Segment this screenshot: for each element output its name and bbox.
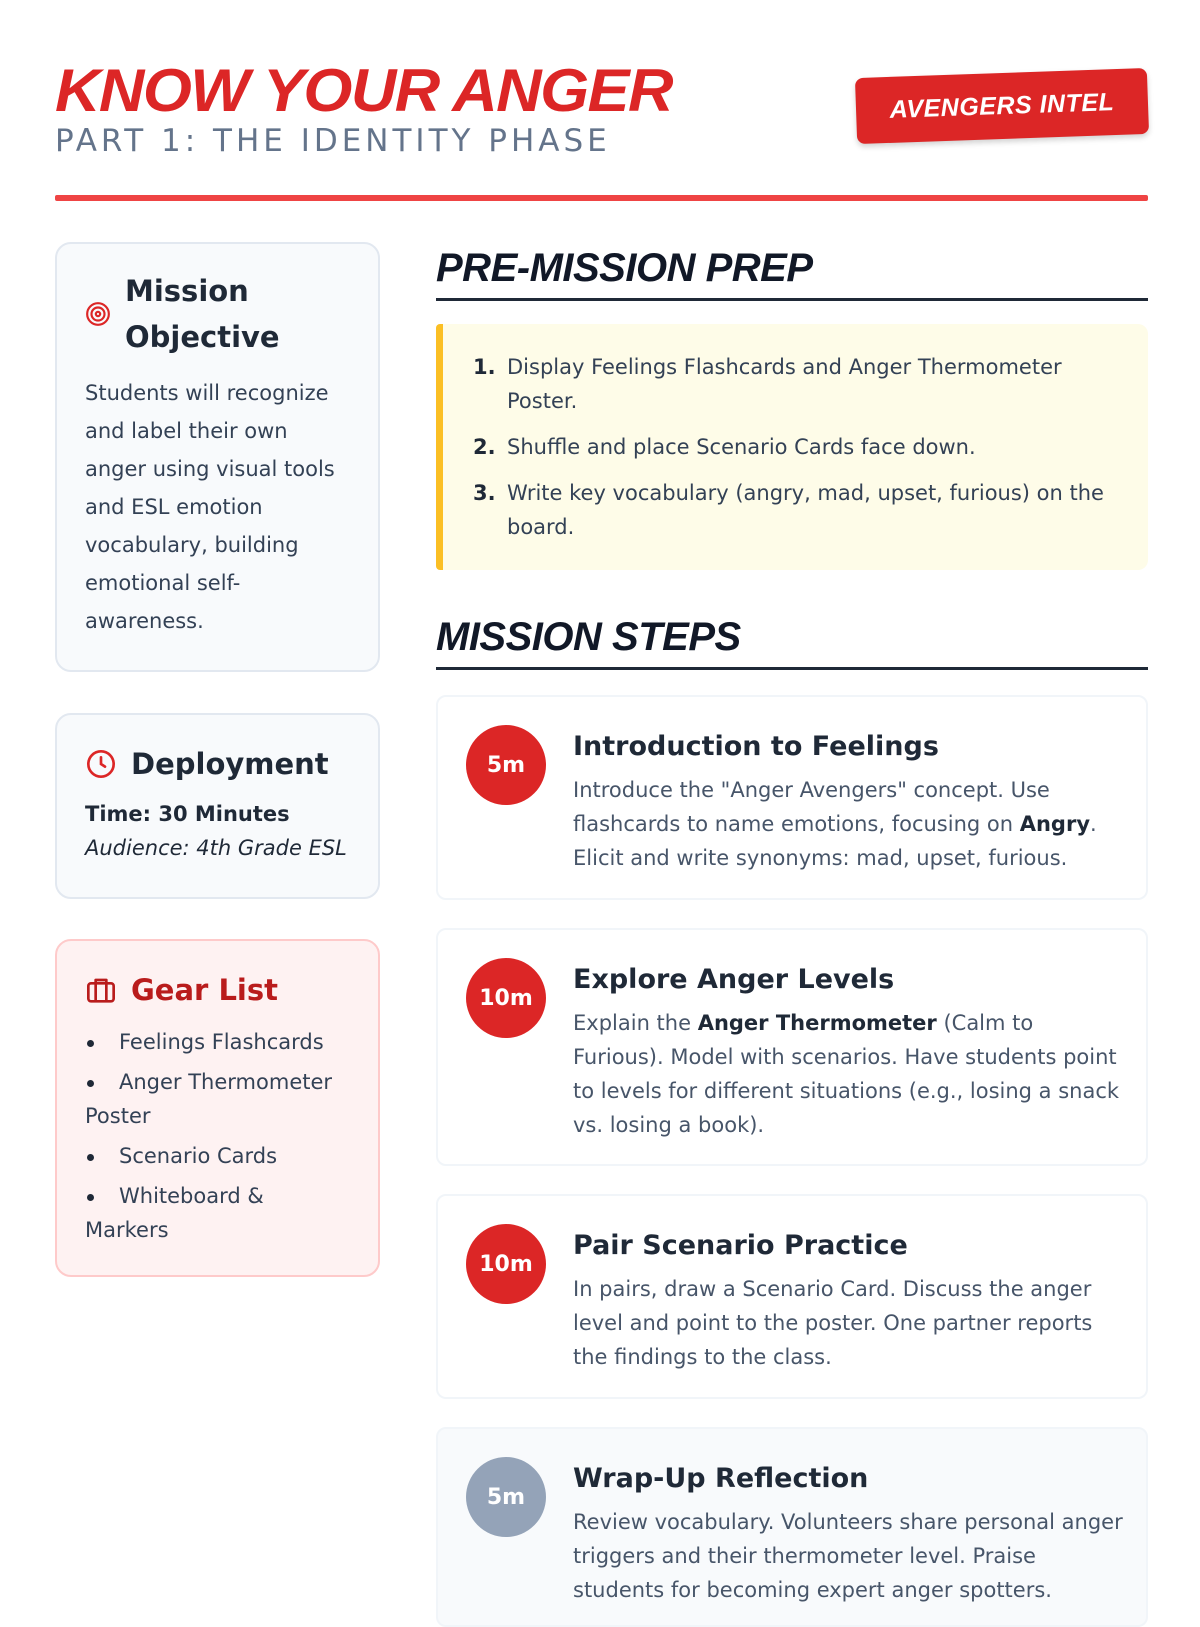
step-card [436, 695, 1148, 900]
step-description: Introduce the "Anger Avengers" concept. Use flashcards to name emotions, focusing on Angry. Elicit and write synonyms: mad, upset, furious. [573, 778, 1097, 870]
prep-list [473, 350, 1108, 544]
step-description: Explain the Anger Thermometer (Calm to Furious). Model with scenarios. Have students point to levels for different situations (e.g., losing a snack vs. losing a book). [573, 1011, 1120, 1137]
objective-title: Mission Objective [125, 274, 280, 354]
step-description: In pairs, draw a Scenario Card. Discuss the anger level and point to the poster. One partner reports the findings to the class. [573, 1277, 1093, 1369]
clock-icon [85, 748, 117, 780]
gear-item: Anger Thermometer Poster [85, 1065, 352, 1133]
step-description: Review vocabulary. Volunteers share personal anger triggers and their thermometer level. Praise students for becoming expert anger spotters. [573, 1510, 1123, 1602]
step-title: Wrap-Up Reflection [573, 1463, 869, 1494]
page-header [55, 55, 1148, 201]
step-duration-badge: 10m [466, 1224, 546, 1304]
step-duration-badge: 10m [466, 958, 546, 1038]
gear-item: Scenario Cards [85, 1139, 352, 1173]
prep-item-text: Write key vocabulary (angry, mad, upset, furious) on the board. [507, 481, 1104, 539]
objective-card [55, 242, 380, 672]
objective-text: Students will recognize and label their own anger using visual tools and ESL emotion vocabulary, building emotional self-awareness. [85, 381, 335, 633]
prep-box [436, 324, 1148, 570]
step-title: Introduction to Feelings [573, 731, 939, 762]
step-duration-badge: 5m [466, 1457, 546, 1537]
prep-item [473, 430, 1108, 464]
prep-item-number: 2. [473, 435, 496, 459]
steps-section-title: MISSION STEPS [436, 611, 1148, 670]
prep-item [473, 476, 1108, 544]
briefcase-icon [85, 974, 117, 1006]
prep-item-text: Display Feelings Flashcards and Anger Thermometer Poster. [507, 355, 1062, 413]
prep-item-number: 3. [473, 481, 496, 505]
step-duration-badge: 5m [466, 725, 546, 805]
page-title: KNOW YOUR ANGER [55, 57, 672, 124]
gear-card [55, 939, 380, 1277]
step-title: Explore Anger Levels [573, 964, 895, 995]
step-card [436, 928, 1148, 1166]
gear-item: Whiteboard & Markers [85, 1179, 352, 1247]
gear-title: Gear List [131, 973, 278, 1007]
deployment-title: Deployment [131, 747, 329, 781]
prep-item-number: 1. [473, 355, 496, 379]
page-subtitle: PART 1: THE IDENTITY PHASE [55, 123, 611, 159]
intel-badge: AVENGERS INTEL [855, 68, 1149, 144]
header-divider [55, 195, 1148, 201]
prep-item-text: Shuffle and place Scenario Cards face down. [507, 435, 976, 459]
step-card [436, 1427, 1148, 1627]
target-icon [85, 301, 111, 327]
prep-item [473, 350, 1108, 418]
gear-item: Feelings Flashcards [85, 1025, 352, 1059]
step-card [436, 1194, 1148, 1399]
deployment-card [55, 713, 380, 899]
gear-list [85, 1025, 352, 1247]
deployment-audience: Audience: 4th Grade ESL [85, 836, 347, 860]
deployment-time: Time: 30 Minutes [85, 802, 290, 826]
step-title: Pair Scenario Practice [573, 1230, 908, 1261]
prep-section-title: PRE-MISSION PREP [436, 242, 1148, 301]
